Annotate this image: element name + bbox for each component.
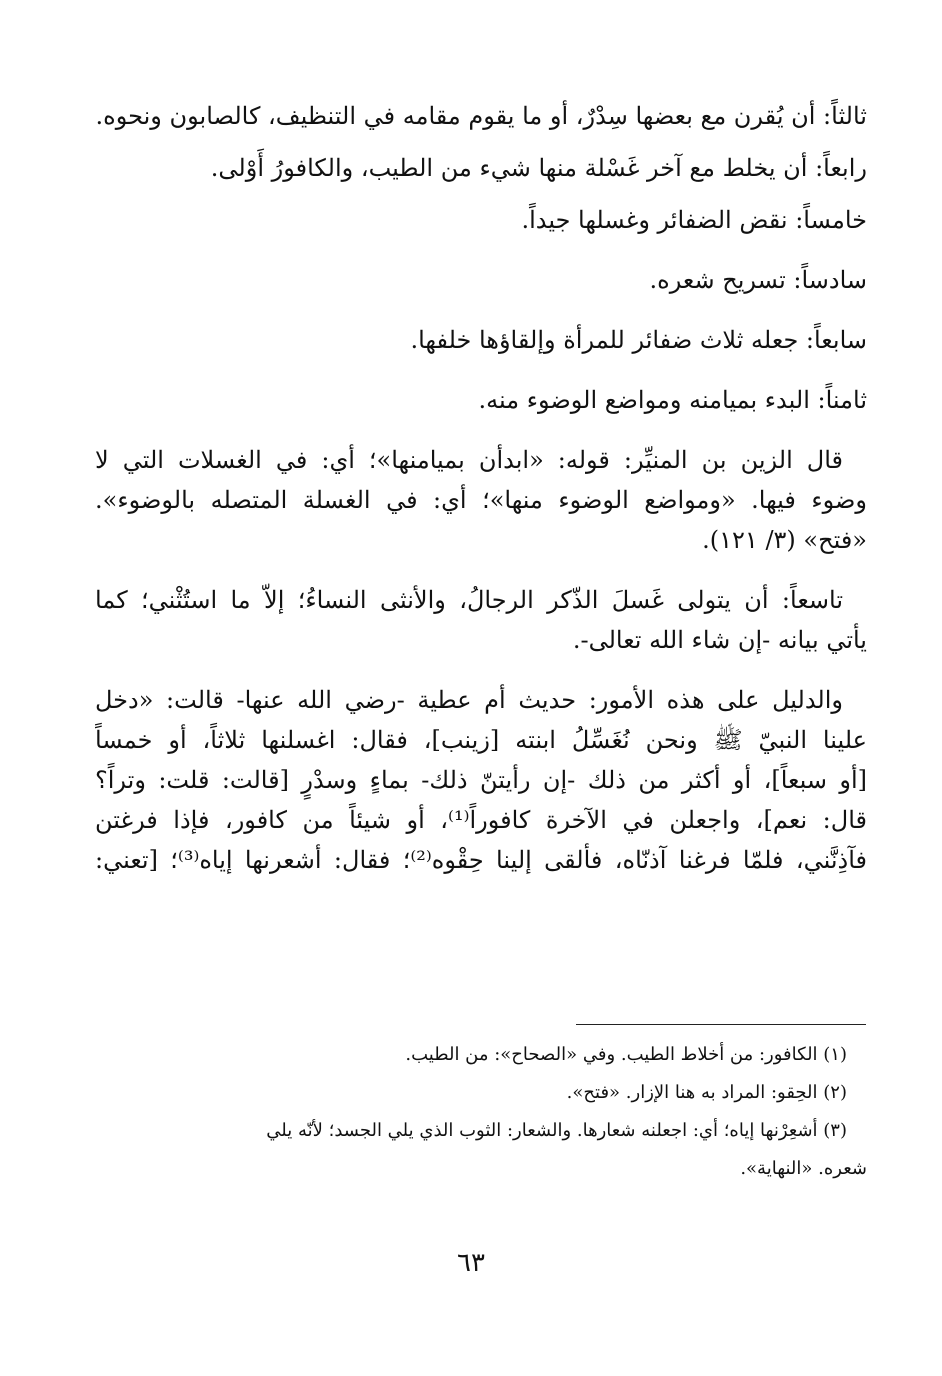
page-number: ٦٣ [457, 1248, 485, 1278]
footnotes [95, 1036, 867, 1188]
footnote-3-line-2: شعره. «النهاية». [740, 1158, 867, 1179]
footnote-divider [576, 1024, 866, 1025]
paragraph-sixth: سادساً: تسريح شعره. [649, 266, 867, 294]
paragraph-third: ثالثاً: أن يُقرن مع بعضها سِدْرٌ، أو ما يقوم مقامه في التنظيف، كالصابون ونحوه. [95, 102, 867, 130]
paragraph-ninth-line-2: يأتي بيانه -إن شاء الله تعالى-. [572, 626, 867, 654]
evidence-line-1: والدليل على هذه الأمور: حديث أم عطية -رضي الله عنها- قالت: «دخل [95, 686, 843, 714]
quote-citation: «فتح» (٣/ ١٢١). [702, 526, 867, 554]
paragraph-fifth: خامساً: نقض الضفائر وغسلها جيداً. [521, 206, 867, 234]
quote-line-1: قال الزين بن المنيِّر: قوله: «ابدأن بميامنها»؛ أي: في الغسلات التي لا [95, 446, 843, 474]
evidence-line-4: قال: نعم]، واجعلن في الآخرة كافوراً⁽¹⁾، أو شيئاً من كافور، فإذا فرغتن [95, 806, 867, 834]
footnote-2: (٢) الحِقو: المراد به هنا الإزار. «فتح». [566, 1082, 847, 1103]
paragraph-eighth: ثامناً: البدء بميامنه ومواضع الوضوء منه. [478, 386, 867, 414]
paragraph-fourth: رابعاً: أن يخلط مع آخر غَسْلة منها شيء من الطيب، والكافورُ أَوْلى. [210, 154, 867, 182]
evidence-line-3: [أو سبعاً]، أو أكثر من ذلك -إن رأيتنّ ذلك- بماءٍ وسدْرٍ [قالت: قلت: وتراً؟ [95, 766, 867, 794]
paragraph-ninth-line-1: تاسعاً: أن يتولى غَسلَ الذّكر الرجالُ، والأنثى النساءُ؛ إلاّ ما استُثْني؛ كما [95, 586, 843, 614]
footnote-1: (١) الكافور: من أخلاط الطيب. وفي «الصحاح»: من الطيب. [405, 1044, 847, 1065]
main-text [95, 96, 867, 880]
paragraph-seventh: سابعاً: جعله ثلاث ضفائر للمرأة وإلقاؤها خلفها. [410, 326, 867, 354]
evidence-line-2: علينا النبيّ ﷺ ونحن نُغَسِّلُ ابنته [زينب]، فقال: اغسلنها ثلاثاً، أو خمساً [95, 726, 867, 754]
evidence-line-5: فآذِنَّني، فلمّا فرغنا آذنّاه، فألقى إلينا حِقْوه⁽²⁾؛ فقال: أشعرنها إياه⁽³⁾؛ [تعني: [95, 846, 867, 874]
footnote-3-line-1: (٣) أشعِرْنها إياه؛ أي: اجعلنه شعارها. والشعار: الثوب الذي يلي الجسد؛ لأنّه يلي [266, 1120, 847, 1141]
quote-line-2: وضوء فيها. «ومواضع الوضوء منها»؛ أي: في الغسلة المتصله بالوضوء». [95, 486, 867, 514]
